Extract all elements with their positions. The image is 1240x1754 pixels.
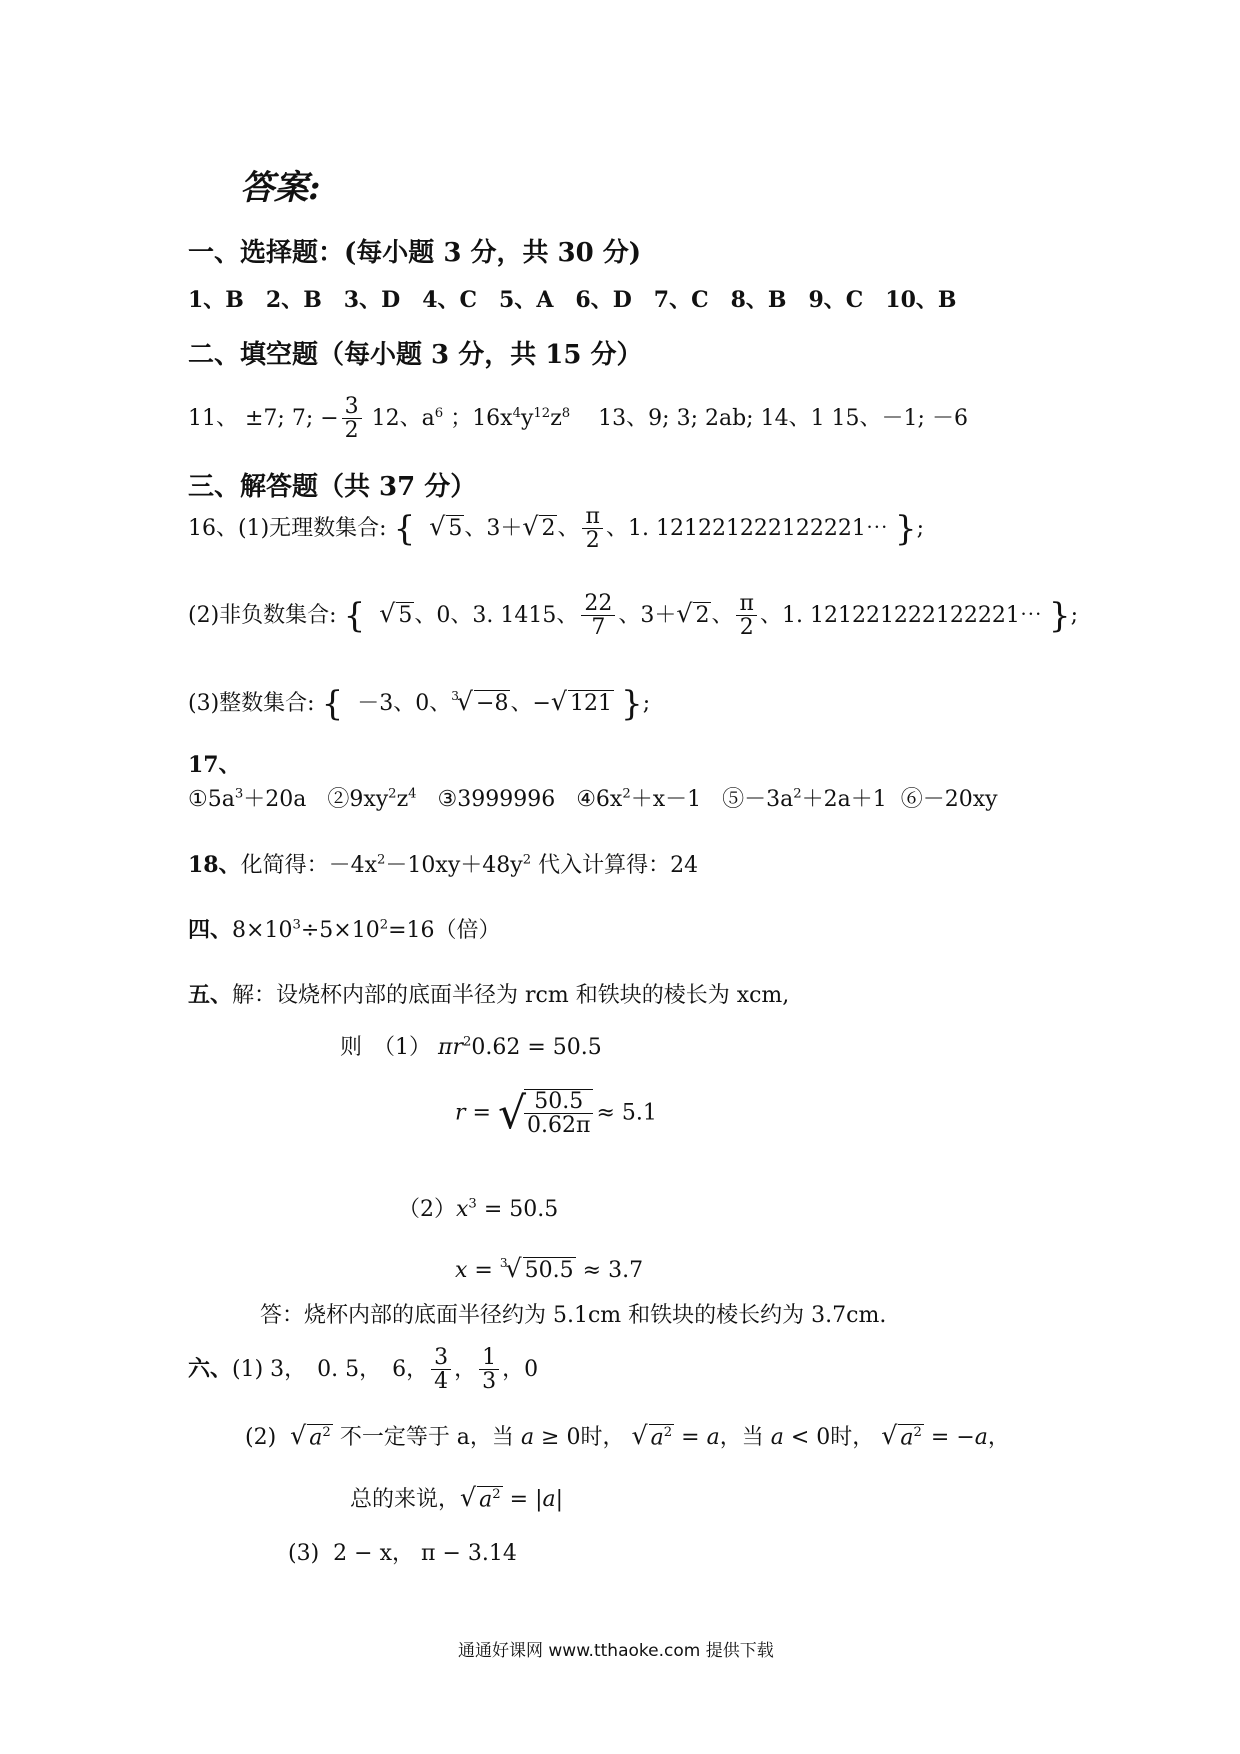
section2-heading: 二、填空题（每小题 3 分，共 15 分）	[188, 340, 643, 370]
section5-part2: （2）	[398, 1197, 456, 1222]
section5-then: 则 （1）	[340, 1035, 431, 1060]
section4-line: 四、$8\times 10^3\div 5\times 10^2=16$（倍）	[188, 917, 501, 943]
section6-p1: 六、(1) 3， 0. 5， 6， $\frac{3}{4}$ ， $\frac{1}{3}$ ，0	[188, 1345, 539, 1395]
q16-1-line: 16、(1)无理数集合: { √ 5、3＋√ 2、 $\frac{\pi}{2}$ 、1. 121221222122221⋯ };	[188, 504, 924, 554]
p2-text4: 时，	[830, 1425, 875, 1450]
q11-prefix: 11、 ±7; 7; −	[188, 406, 339, 432]
footer: 通通好课网 www.tthaoke.com 提供下载	[458, 1641, 774, 1661]
eq3: = 50.5	[483, 1197, 559, 1222]
eq2-denominator: 0.62π	[527, 1112, 591, 1138]
p2-text3: ，当	[719, 1425, 764, 1450]
q13-15: 13、9; 3; 2ab; 14、1 15、－1; －6	[598, 406, 968, 432]
section5-eq3: $(2)x^3 = 50.5$	[398, 1196, 559, 1222]
p2-text2: 时，	[580, 1425, 625, 1450]
q11-numerator: 3	[342, 395, 362, 419]
section3-heading: 三、解答题（共 37 分）	[188, 472, 477, 502]
q18-text: 化简得：－4x	[240, 853, 378, 878]
q18-line: 18、化简得：$-4x^2-10xy+48y^2$ 代入计算得：24	[188, 852, 699, 878]
section6-p2-summary: 总的来说，√ $a^2 = |a|$	[350, 1483, 564, 1512]
q11-denominator: 2	[344, 418, 359, 444]
q11-fraction	[342, 395, 362, 443]
p3-label: (3)	[288, 1541, 320, 1566]
integer-members: －3、0、	[357, 691, 452, 716]
q16-3-line: (3)整数集合: { －3、0、$^3$√ −8、−√ 121 };	[188, 684, 651, 724]
repeat-decimal-2: 1. 121221222122221⋯	[781, 603, 1042, 629]
section5-intro-text: 解：设烧杯内部的底面半径为 rcm 和铁块的棱长为 xcm,	[232, 983, 790, 1008]
section4-text3: =16（倍）	[388, 918, 501, 943]
q16-2-label: (2)非负数集合:	[188, 603, 337, 629]
eq4: ≈ 3.7	[582, 1258, 644, 1283]
page-title: 答案:	[240, 168, 321, 208]
q11-15-line: 11、 ±7; 7; − $\frac{3}{2}$ 12、$a^6$ ；$16x^4y^{12}z^8$ 13、9; 3; 2ab; 14、1 15、－1; －6	[188, 394, 968, 444]
section4-text2: ÷5×10	[300, 918, 380, 943]
eq1: 0.62 = 50.5	[471, 1035, 602, 1060]
q16-1-label: 16、(1)无理数集合:	[188, 516, 387, 542]
section6-p2-label: (2)	[245, 1425, 277, 1450]
q12-rest: ；16x	[450, 406, 513, 432]
q16-2-line: (2)非负数集合: { √ 5、0、3. 1415、 $\frac{22}{7}$ 、3＋√ 2、 $\frac{\pi}{2}$ 、1. 121221222122221⋯ };	[188, 591, 1078, 641]
section5-eq1: 则 （1） $\pi r^20.62 = 50.5$	[340, 1034, 602, 1060]
q17-label: 17、	[188, 752, 241, 778]
section5-label: 五、	[188, 982, 233, 1008]
eq2-result: ≈ 5.1	[596, 1100, 657, 1126]
q16-3-label: (3)整数集合:	[188, 691, 315, 716]
section6-p1-prefix: (1) 3， 0. 5， 6，	[232, 1357, 429, 1383]
nonneg-numbers: 0、3. 1415、	[436, 603, 579, 629]
section5-answer: 答：烧杯内部的底面半径约为 5.1cm 和铁块的棱长约为 3.7cm.	[260, 1303, 887, 1328]
section5-intro	[188, 978, 789, 1009]
p2-summary: 总的来说，	[350, 1487, 461, 1512]
section6-p1-suffix: ，0	[502, 1357, 539, 1383]
section1-answers: 1、B 2、B 3、D 4、C 5、A 6、D 7、C 8、B 9、C 10、B	[188, 287, 957, 313]
section6-p3	[288, 1536, 517, 1567]
section6-p2: (2) √ $a^2$ 不一定等于 a，当 a ≥ 0时， √ $a^2 = a$，当 a < 0时， √ $a^2 = -a$，	[245, 1421, 1010, 1450]
section6-label: 六、	[188, 1356, 233, 1383]
section5-eq4: x = $^3$√ 50.5 ≈ 3.7	[455, 1254, 644, 1283]
q17-answers: $①5a^3+20a$ $②9xy^2z^4$ ③3999996 $④6x^2+x-1$ $⑤-3a^2+2a+1$ ⑥－20xy	[188, 786, 998, 812]
section5-eq2: r = √ $\frac{50.5}{0.62\pi}$ ≈ 5.1	[455, 1088, 657, 1139]
p2-text1: 不一定等于 a，当	[339, 1425, 514, 1450]
repeat-decimal-1: 1. 121221222122221⋯	[627, 516, 888, 542]
q18-label: 18、	[188, 852, 241, 878]
eq2-numerator: 50.5	[524, 1090, 593, 1114]
section1-heading: 一、选择题：(每小题 3 分，共 30 分)	[188, 238, 642, 268]
section4-label: 四、	[188, 917, 233, 943]
p3-text: 2 − x， π − 3.14	[333, 1541, 517, 1566]
q18-text2: －10xy＋48y	[385, 853, 523, 878]
q18-text3: 代入计算得：24	[531, 853, 699, 878]
q12-label: 12、a	[371, 406, 435, 432]
section4-text: 8×10	[232, 918, 293, 943]
